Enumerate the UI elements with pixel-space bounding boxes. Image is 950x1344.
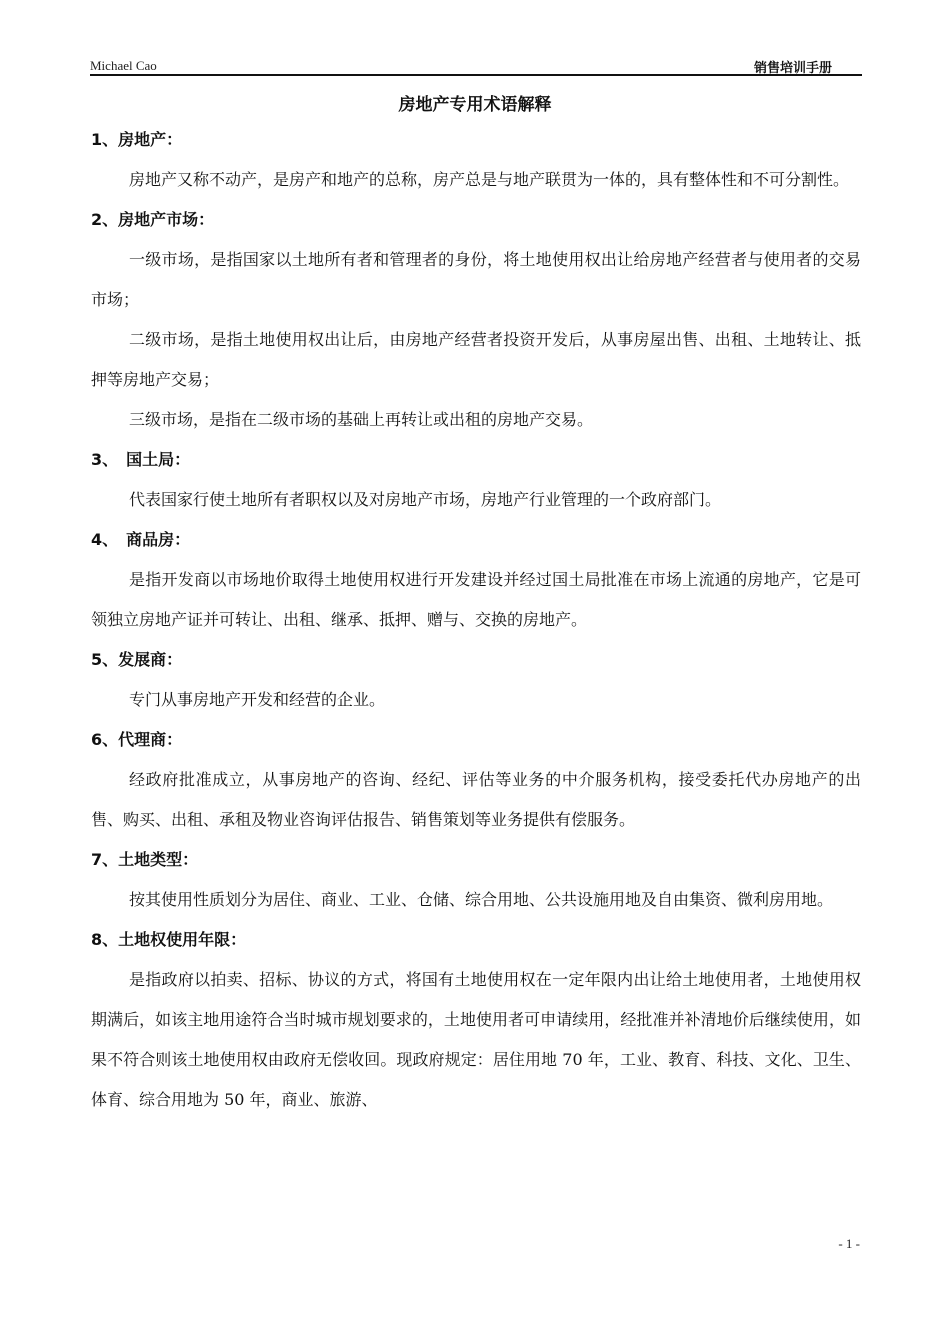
section-paragraph: 是指开发商以市场地价取得土地使用权进行开发建设并经过国土局批准在市场上流通的房地产，它是可领独立房地产证并可转让、出租、继承、抵押、赠与、交换的房地产。 — [91, 570, 861, 629]
section-5 — [91, 640, 861, 720]
section-heading: 6、代理商： — [91, 730, 183, 749]
section-heading: 2、房地产市场： — [91, 210, 215, 229]
section-3 — [91, 440, 861, 520]
section-paragraph: 经政府批准成立，从事房地产的咨询、经纪、评估等业务的中介服务机构，接受委托代办房地产的出售、购买、出租、承租及物业咨询评估报告、销售策划等业务提供有偿服务。 — [91, 770, 861, 829]
section-6 — [91, 720, 861, 840]
section-paragraph: 专门从事房地产开发和经营的企业。 — [129, 690, 386, 709]
header-rule — [90, 74, 862, 76]
header-doc-title: 销售培训手册 — [753, 61, 832, 76]
section-heading: 7、土地类型： — [91, 850, 199, 869]
section-paragraph: 按其使用性质划分为居住、商业、工业、仓储、综合用地、公共设施用地及自由集资、微利房用地。 — [129, 890, 834, 909]
section-4 — [91, 520, 861, 640]
section-heading: 8、土地权使用年限： — [91, 930, 247, 949]
page-number: - 1 - — [838, 1236, 860, 1251]
section-paragraph: 三级市场，是指在二级市场的基础上再转让或出租的房地产交易。 — [129, 410, 594, 429]
page-title: 房地产专用术语解释 — [398, 95, 552, 115]
section-1 — [91, 120, 861, 200]
header-author: Michael Cao — [90, 58, 157, 73]
section-paragraph: 代表国家行使土地所有者职权以及对房地产市场，房地产行业管理的一个政府部门。 — [129, 490, 722, 509]
section-paragraph: 二级市场，是指土地使用权出让后，由房地产经营者投资开发后，从事房屋出售、出租、土地转让、抵押等房地产交易； — [91, 330, 861, 389]
section-heading: 3、 国土局： — [91, 450, 191, 469]
section-8 — [91, 920, 861, 1120]
section-paragraph: 一级市场，是指国家以土地所有者和管理者的身份，将土地使用权出让给房地产经营者与使用者的交易市场； — [91, 250, 861, 309]
section-7 — [91, 840, 861, 920]
section-heading: 4、 商品房： — [91, 530, 191, 549]
section-paragraph: 是指政府以拍卖、招标、协议的方式，将国有土地使用权在一定年限内出让给土地使用者，土地使用权期满后，如该主地用途符合当时城市规划要求的，土地使用者可申请续用，经批准并补清地价后继续使用，如果不符合则该土地使用权由政府无偿收回。现政府规定：居住用地 70 年，工业、教育、科技、文化、卫生、体育、综合用地为 50 年，商业、旅游、 — [91, 970, 861, 1109]
section-heading: 1、房地产： — [91, 130, 183, 149]
section-heading: 5、发展商： — [91, 650, 183, 669]
section-2 — [91, 200, 861, 440]
section-paragraph: 房地产又称不动产，是房产和地产的总称，房产总是与地产联贯为一体的，具有整体性和不可分割性。 — [129, 170, 850, 189]
document-body — [91, 120, 861, 1120]
